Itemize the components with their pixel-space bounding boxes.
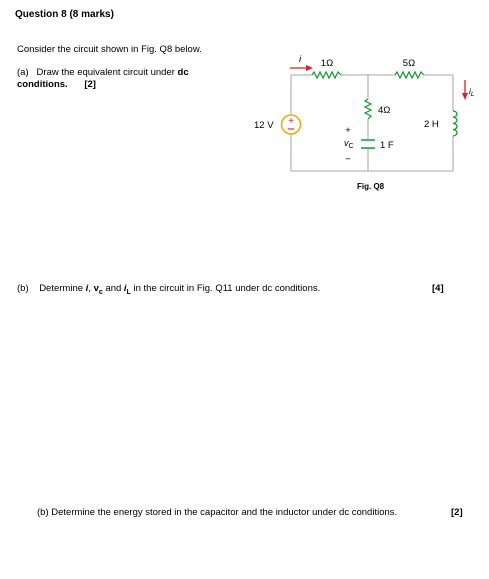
current-il-arrow <box>462 80 468 100</box>
vc-minus-sign: − <box>345 154 351 165</box>
part-b-vc: v <box>93 283 99 294</box>
part-a-text: Draw the equivalent circuit under <box>36 67 175 78</box>
part-b-prefix: Determine <box>39 283 84 294</box>
resistor-1ohm <box>312 72 341 78</box>
part-b-comma: , <box>88 283 91 294</box>
part-a-conditions: conditions. <box>17 79 68 90</box>
question-title: Question 8 (8 marks) <box>15 9 114 20</box>
part-b-suffix: in the circuit in Fig. Q11 under dc conditions. <box>133 283 321 294</box>
current-il-label: $i_L$ <box>469 86 475 98</box>
inductor-label: 2 H <box>424 119 439 130</box>
part-a-dc: dc <box>177 67 189 78</box>
r1-label: 1Ω <box>320 58 334 69</box>
part-b-marks: [4] <box>432 283 444 294</box>
resistor-5ohm <box>395 72 424 78</box>
r2-label: 5Ω <box>402 58 416 69</box>
part-a-label: (a) <box>17 67 29 78</box>
part-b-line <box>17 283 320 296</box>
current-i-arrow <box>290 65 313 71</box>
intro-text: Consider the circuit shown in Fig. Q8 below. <box>17 44 202 55</box>
source-plus-sign: + <box>288 116 294 127</box>
part-b-label: (b) <box>17 283 29 294</box>
source-label: 12 V <box>254 120 274 131</box>
part-b-and: and <box>105 283 122 294</box>
vc-label: $v_C$ <box>344 138 354 150</box>
part-b-vc-sub: c <box>98 288 103 296</box>
current-i-label: i <box>299 54 302 65</box>
part-b-il: i <box>123 283 127 294</box>
capacitor-label: 1 F <box>380 140 394 151</box>
vc-plus-sign: + <box>345 125 351 136</box>
part-b2-marks: [2] <box>451 507 463 518</box>
part-b-il-sub: L <box>126 288 131 296</box>
figure-caption: Fig. Q8 <box>357 182 385 191</box>
capacitor-1f <box>361 140 375 148</box>
part-b-i: i <box>85 283 89 294</box>
part-b2-text: (b) Determine the energy stored in the capacitor and the inductor under dc conditions. <box>37 507 398 518</box>
part-a-marks: [2] <box>84 79 96 90</box>
inductor-2h <box>453 111 457 136</box>
r3-label: 4Ω <box>378 105 391 116</box>
resistor-4ohm <box>365 99 371 119</box>
